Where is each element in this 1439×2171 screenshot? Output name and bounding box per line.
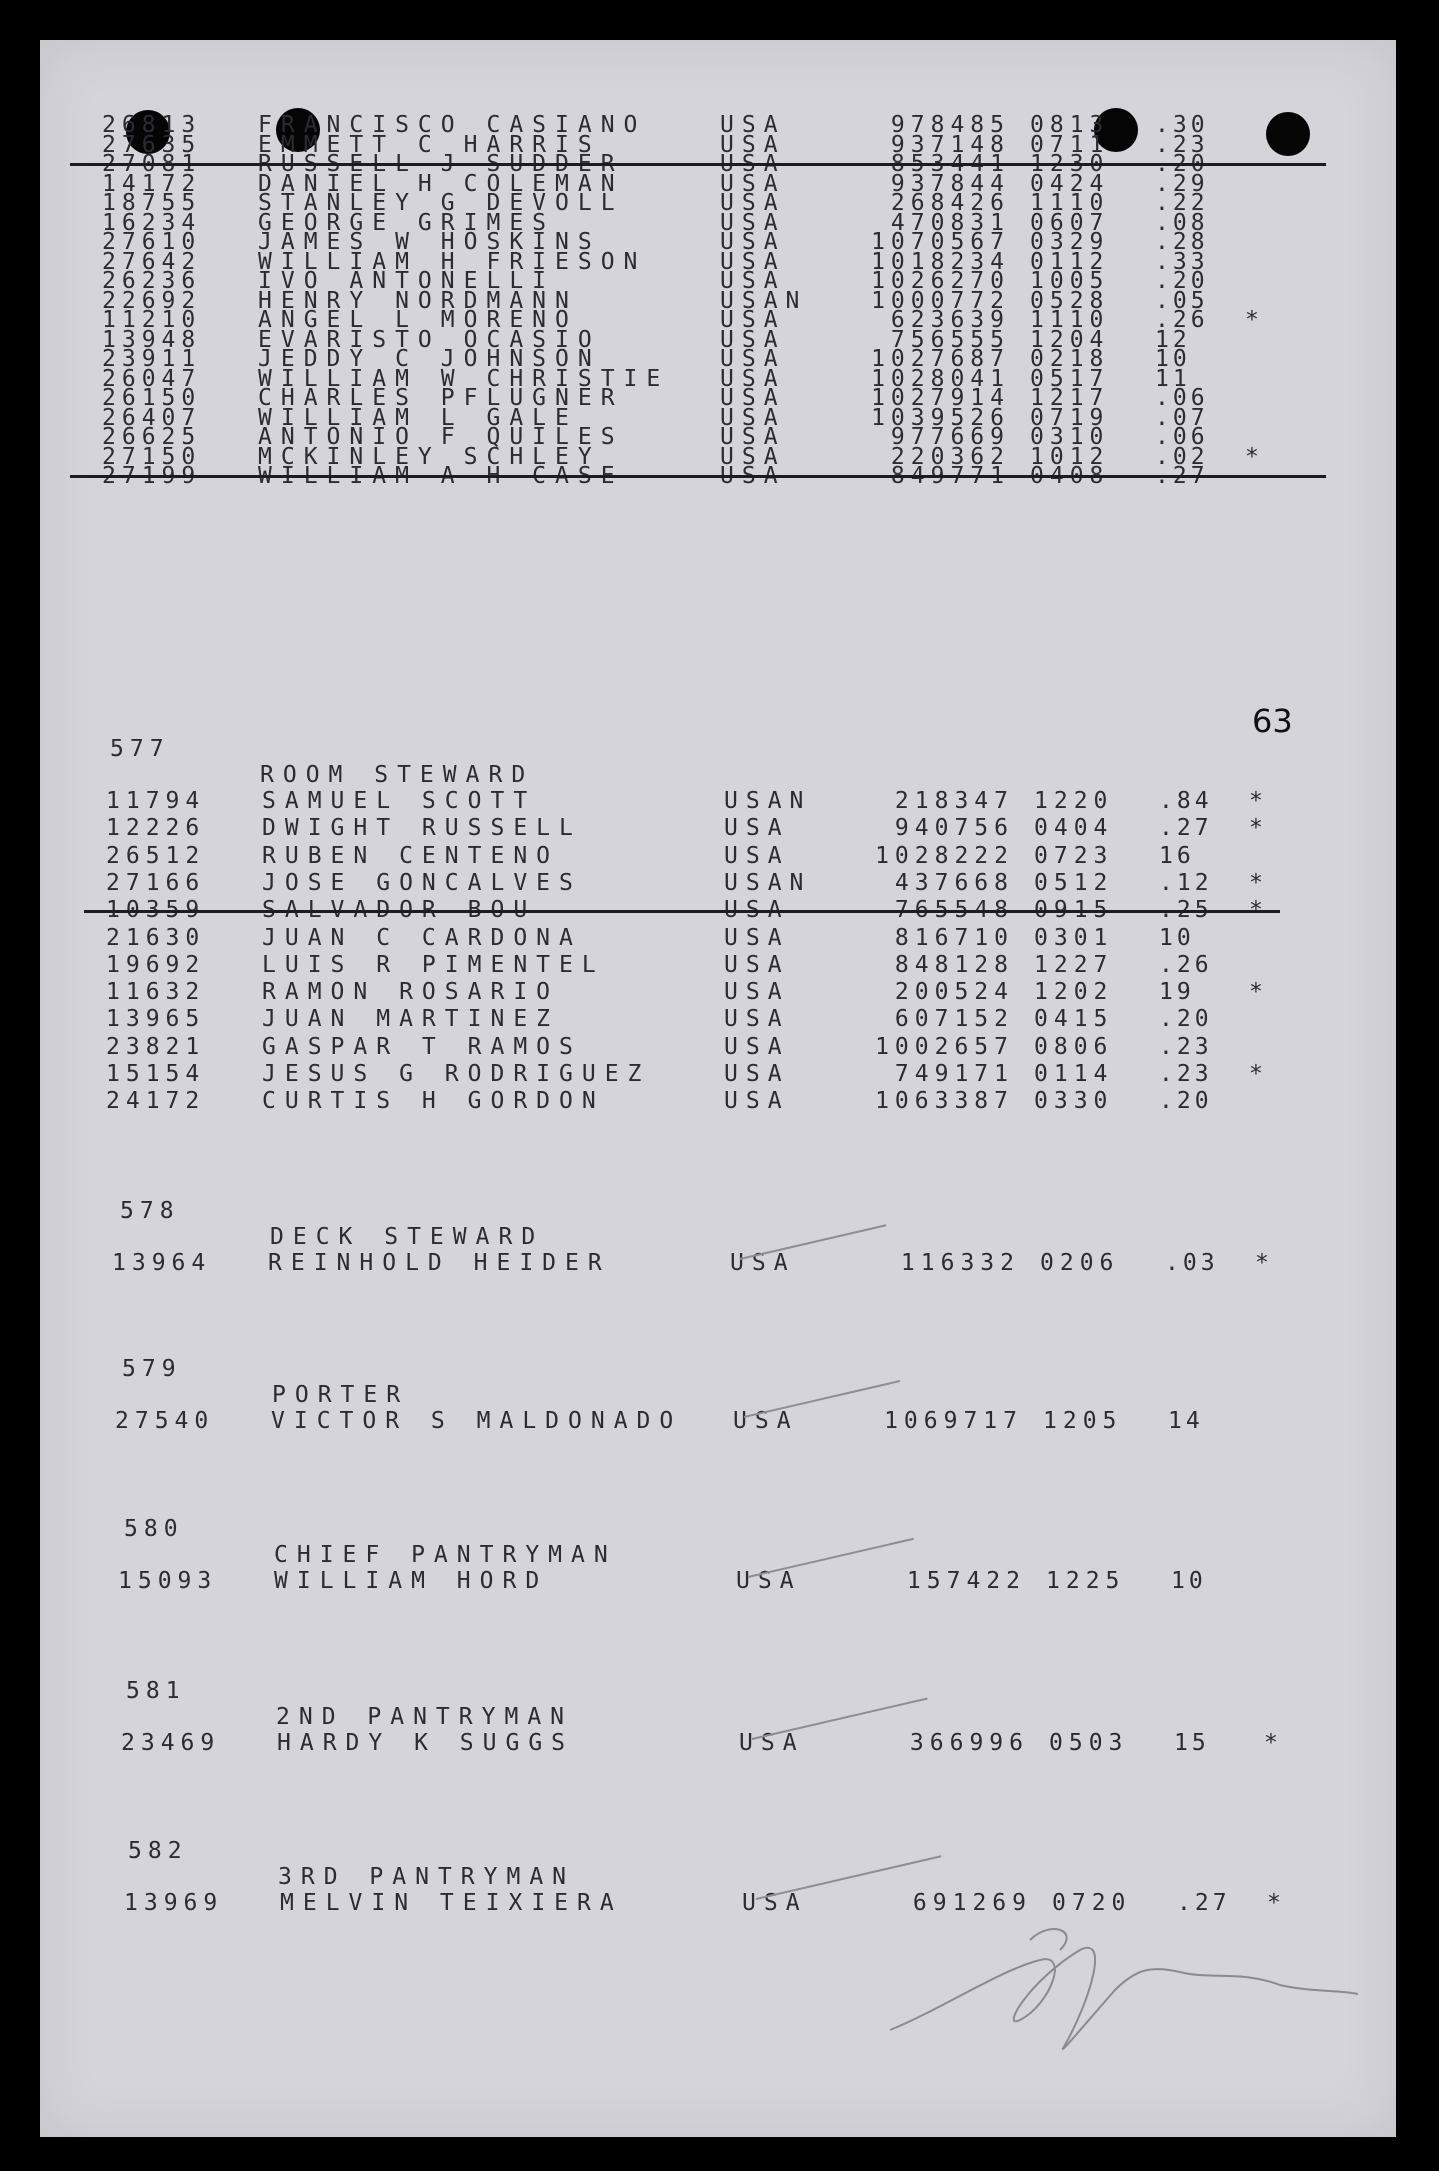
date-code: 0218 [1030, 346, 1110, 372]
crew-id: 15093 [118, 1568, 218, 1594]
asterisk-mark: * [1249, 815, 1263, 842]
crew-id: 15154 [106, 1061, 206, 1087]
document-number: 200524 [894, 979, 1014, 1006]
citizenship: USAN [720, 287, 808, 314]
crew-name: CURTIS H GORDON [262, 1088, 605, 1115]
rate-value: 11 [1155, 365, 1191, 392]
crew-id: 14172 [102, 170, 202, 197]
crew-name: WILLIAM HORD [274, 1568, 549, 1594]
rate-value: .84 [1159, 788, 1213, 814]
section-title: DECK STEWARD [270, 1224, 545, 1250]
rate-value: .08 [1155, 209, 1209, 236]
citizenship: USA [739, 1730, 805, 1756]
crew-name: GEORGE GRIMES [258, 209, 556, 236]
crew-id: 27081 [102, 151, 202, 177]
crew-id: 27540 [115, 1408, 215, 1434]
asterisk-mark: * [1245, 443, 1259, 470]
citizenship: USA [720, 443, 786, 470]
date-code: 0813 [1030, 112, 1110, 138]
date-code: 0719 [1030, 404, 1110, 431]
crew-row [44, 952, 1400, 978]
document-number: 937844 [890, 170, 1010, 197]
rate-value: .02 [1155, 443, 1209, 470]
crew-row [40, 463, 1396, 489]
document-number: 977669 [890, 424, 1010, 450]
crew-name: MCKINLEY SCHLEY [258, 443, 601, 470]
crew-name: EVARISTO OCASIO [258, 326, 601, 353]
document-number: 607152 [894, 1006, 1014, 1033]
date-code: 0806 [1034, 1033, 1114, 1060]
crew-id: 18755 [102, 190, 202, 216]
rate-value: .07 [1155, 404, 1209, 431]
section-title: CHIEF PANTRYMAN [274, 1542, 617, 1568]
crew-row [59, 1730, 1415, 1756]
crew-row [44, 788, 1400, 814]
citizenship: USA [720, 131, 786, 158]
section-code: 579 [122, 1356, 182, 1382]
crew-id: 13965 [106, 1006, 206, 1033]
date-code: 0114 [1034, 1061, 1114, 1087]
rate-value: 16 [1159, 842, 1195, 869]
document-number: 1027914 [871, 385, 1010, 411]
crew-row [56, 1568, 1412, 1594]
section-code: 578 [120, 1198, 180, 1224]
document-number: 470831 [890, 209, 1010, 236]
asterisk-mark: * [1267, 1890, 1281, 1916]
citizenship: USA [724, 1006, 790, 1033]
citizenship: USA [720, 385, 786, 411]
rate-value: .25 [1159, 897, 1213, 924]
date-code: 1230 [1030, 151, 1110, 177]
crew-id: 22692 [102, 287, 202, 314]
crew-name: JEDDY C JOHNSON [258, 346, 601, 372]
crew-row [50, 1250, 1406, 1276]
date-code: 0310 [1030, 424, 1110, 450]
date-code: 0517 [1030, 365, 1110, 392]
document-number: 765548 [894, 897, 1014, 924]
citizenship: USA [720, 404, 786, 431]
crew-id: 12226 [106, 815, 206, 842]
crew-id: 26236 [102, 268, 202, 294]
citizenship: USA [720, 346, 786, 372]
date-code: 1202 [1034, 979, 1114, 1006]
document-number: 220362 [890, 443, 1010, 470]
section-title: ROOM STEWARD [260, 762, 535, 788]
crew-name: WILLIAM H FRIESON [258, 248, 647, 275]
date-code: 1220 [1034, 788, 1114, 814]
date-code: 0607 [1030, 209, 1110, 236]
date-code: 0720 [1052, 1890, 1132, 1916]
crew-name: JESUS G RODRIGUEZ [262, 1061, 651, 1087]
crew-name: LUIS R PIMENTEL [262, 951, 605, 978]
asterisk-mark: * [1245, 307, 1259, 333]
page-number: 63 [1252, 702, 1293, 740]
document-number: 157422 [906, 1568, 1026, 1594]
section-code: 580 [124, 1516, 184, 1542]
rate-value: .26 [1155, 307, 1209, 333]
crew-name: WILLIAM L GALE [258, 404, 578, 431]
document-number: 116332 [900, 1250, 1020, 1276]
date-code: 1005 [1030, 268, 1110, 294]
rate-value: .06 [1155, 385, 1209, 411]
citizenship: USA [724, 1061, 790, 1087]
date-code: 0512 [1034, 869, 1114, 896]
section-code: 581 [126, 1678, 186, 1704]
crew-name: JOSE GONCALVES [262, 869, 582, 896]
rate-value: .26 [1159, 951, 1213, 978]
crew-id: 27150 [102, 443, 202, 470]
crew-id: 10359 [106, 897, 206, 924]
rate-value: .12 [1159, 869, 1213, 896]
crew-name: SAMUEL SCOTT [262, 788, 537, 814]
crew-name: SALVADOR BOU [262, 897, 537, 924]
citizenship: USA [724, 815, 790, 842]
document-number: 756555 [890, 326, 1010, 353]
crew-id: 11210 [102, 307, 202, 333]
crew-row [44, 843, 1400, 869]
document-number: 937148 [890, 131, 1010, 158]
rate-value: .20 [1159, 1006, 1213, 1033]
rate-value: .27 [1155, 463, 1209, 489]
rate-value: 15 [1174, 1730, 1210, 1756]
rate-value: .20 [1155, 268, 1209, 294]
date-code: 0329 [1030, 229, 1110, 255]
document-number: 218347 [894, 788, 1014, 814]
crew-id: 26407 [102, 404, 202, 431]
handwritten-signature [880, 1910, 1360, 2060]
rate-value: .05 [1155, 287, 1209, 314]
date-code: 0206 [1040, 1250, 1120, 1276]
crew-row [44, 897, 1400, 923]
crew-name: CHARLES PFLUGNER [258, 385, 624, 411]
crew-row [44, 1034, 1400, 1060]
crew-id: 13964 [112, 1250, 212, 1276]
citizenship: USA [720, 209, 786, 236]
date-code: 0915 [1034, 897, 1114, 924]
rate-value: .22 [1155, 190, 1209, 216]
rate-value: .23 [1159, 1061, 1213, 1087]
citizenship: USA [720, 326, 786, 353]
document-number: 978485 [890, 112, 1010, 138]
crew-id: 19692 [106, 951, 206, 978]
citizenship: USA [724, 1088, 790, 1115]
section-code: 582 [128, 1838, 188, 1864]
crew-id: 27635 [102, 131, 202, 158]
document-number: 853441 [890, 151, 1010, 177]
crew-name: ANTONIO F QUILES [258, 424, 624, 450]
document-number: 268426 [890, 190, 1010, 216]
crew-id: 23911 [102, 346, 202, 372]
crew-id: 16234 [102, 209, 202, 236]
rate-value: .29 [1155, 170, 1209, 197]
date-code: 1110 [1030, 190, 1110, 216]
citizenship: USA [720, 190, 786, 216]
date-code: 0528 [1030, 287, 1110, 314]
date-code: 0112 [1030, 248, 1110, 275]
rate-value: 10 [1155, 346, 1191, 372]
crew-name: DWIGHT RUSSELL [262, 815, 582, 842]
rate-value: .30 [1155, 112, 1209, 138]
rate-value: .28 [1155, 229, 1209, 255]
crew-id: 26150 [102, 385, 202, 411]
citizenship: USA [724, 924, 790, 951]
crew-id: 27610 [102, 229, 202, 255]
citizenship: USA [720, 307, 786, 333]
crew-row [44, 870, 1400, 896]
rate-value: .20 [1159, 1088, 1213, 1115]
crew-row [44, 1088, 1400, 1114]
asterisk-mark: * [1255, 1250, 1269, 1276]
asterisk-mark: * [1264, 1730, 1278, 1756]
section-title: PORTER [272, 1382, 410, 1408]
crew-id: 27166 [106, 869, 206, 896]
crew-id: 11632 [106, 979, 206, 1006]
date-code: 1227 [1034, 951, 1114, 978]
document-number: 623639 [890, 307, 1010, 333]
citizenship: USA [742, 1890, 808, 1916]
rate-value: .27 [1159, 815, 1213, 842]
date-code: 0330 [1034, 1088, 1114, 1115]
citizenship: USA [724, 897, 790, 924]
citizenship: USA [720, 365, 786, 392]
section-title: 3RD PANTRYMAN [278, 1864, 576, 1890]
asterisk-mark: * [1249, 788, 1263, 814]
date-code: 0711 [1030, 131, 1110, 158]
document-page [40, 40, 1396, 2137]
document-number: 816710 [894, 924, 1014, 951]
citizenship: USA [720, 151, 786, 177]
citizenship: USA [720, 424, 786, 450]
crew-name: ANGEL L MORENO [258, 307, 578, 333]
date-code: 1225 [1046, 1568, 1126, 1594]
crew-id: 26625 [102, 424, 202, 450]
crew-id: 26047 [102, 365, 202, 392]
crew-name: JUAN MARTINEZ [262, 1006, 560, 1033]
date-code: 1217 [1030, 385, 1110, 411]
crew-name: STANLEY G DEVOLL [258, 190, 624, 216]
citizenship: USA [720, 248, 786, 275]
rate-value: 10 [1159, 924, 1195, 951]
citizenship: USA [736, 1568, 802, 1594]
date-code: 0301 [1034, 924, 1114, 951]
document-number: 691269 [912, 1890, 1032, 1916]
citizenship: USAN [724, 788, 812, 814]
rate-value: 10 [1171, 1568, 1207, 1594]
crew-name: RAMON ROSARIO [262, 979, 560, 1006]
crew-name: HENRY NORDMANN [258, 287, 578, 314]
crew-name: JAMES W HOSKINS [258, 229, 601, 255]
rate-value: .23 [1159, 1033, 1213, 1060]
document-number: 848128 [894, 951, 1014, 978]
crew-name: DANIEL H COLEMAN [258, 170, 624, 197]
rate-value: .06 [1155, 424, 1209, 450]
crew-id: 11794 [106, 788, 206, 814]
date-code: 1204 [1030, 326, 1110, 353]
crew-row [53, 1408, 1409, 1434]
crew-name: MELVIN TEIXIERA [280, 1890, 623, 1916]
document-number: 1063387 [875, 1088, 1014, 1115]
crew-row [44, 1006, 1400, 1032]
citizenship: USAN [724, 869, 812, 896]
crew-name: VICTOR S MALDONADO [271, 1408, 683, 1434]
date-code: 0415 [1034, 1006, 1114, 1033]
crew-id: 24172 [106, 1088, 206, 1115]
crew-id: 13969 [124, 1890, 224, 1916]
document-number: 366996 [909, 1730, 1029, 1756]
asterisk-mark: * [1249, 979, 1263, 1006]
document-number: 437668 [894, 869, 1014, 896]
crew-name: GASPAR T RAMOS [262, 1033, 582, 1060]
document-number: 1018234 [871, 248, 1010, 275]
crew-id: 27642 [102, 248, 202, 275]
asterisk-mark: * [1249, 869, 1263, 896]
document-number: 749171 [894, 1061, 1014, 1087]
crew-name: IVO ANTONELLI [258, 268, 556, 294]
document-number: 1000772 [871, 287, 1010, 314]
date-code: 0404 [1034, 815, 1114, 842]
crew-id: 13948 [102, 326, 202, 353]
crew-row [44, 925, 1400, 951]
date-code: 0503 [1049, 1730, 1129, 1756]
crew-row [44, 979, 1400, 1005]
rate-value: 12 [1155, 326, 1191, 353]
crew-name: RUBEN CENTENO [262, 842, 560, 869]
document-number: 1069717 [884, 1408, 1023, 1434]
crew-row [44, 815, 1400, 841]
crew-name: EMMETT C HARRIS [258, 131, 601, 158]
citizenship: USA [720, 463, 786, 489]
rate-value: .03 [1165, 1250, 1219, 1276]
citizenship: USA [720, 170, 786, 197]
citizenship: USA [724, 951, 790, 978]
section-title: 2ND PANTRYMAN [276, 1704, 574, 1730]
date-code: 0424 [1030, 170, 1110, 197]
citizenship: USA [720, 268, 786, 294]
document-number: 940756 [894, 815, 1014, 842]
crew-name: RUSSELL J SUDDER [258, 151, 624, 177]
crew-id: 27199 [102, 463, 202, 489]
asterisk-mark: * [1249, 897, 1263, 924]
crew-name: WILLIAM W CHRISTIE [258, 365, 670, 392]
crew-id: 23469 [121, 1730, 221, 1756]
document-number: 1028041 [871, 365, 1010, 392]
crew-row [44, 1061, 1400, 1087]
rate-value: .33 [1155, 248, 1209, 275]
citizenship: USA [733, 1408, 799, 1434]
crew-id: 26512 [106, 842, 206, 869]
date-code: 0408 [1030, 463, 1110, 489]
citizenship: USA [730, 1250, 796, 1276]
rate-value: .27 [1177, 1890, 1231, 1916]
rate-value: .23 [1155, 131, 1209, 158]
document-number: 849771 [890, 463, 1010, 489]
crew-name: HARDY K SUGGS [277, 1730, 575, 1756]
rate-value: .20 [1155, 151, 1209, 177]
section-code: 577 [110, 736, 170, 762]
citizenship: USA [724, 842, 790, 869]
crew-name: JUAN C CARDONA [262, 924, 582, 951]
date-code: 1012 [1030, 443, 1110, 470]
asterisk-mark: * [1249, 1061, 1263, 1087]
crew-id: 23821 [106, 1033, 206, 1060]
citizenship: USA [724, 1033, 790, 1060]
document-number: 1039526 [871, 404, 1010, 431]
date-code: 1205 [1043, 1408, 1123, 1434]
rate-value: 14 [1168, 1408, 1204, 1434]
document-number: 1027687 [871, 346, 1010, 372]
crew-name: WILLIAM A H CASE [258, 463, 624, 489]
citizenship: USA [724, 979, 790, 1006]
document-number: 1028222 [875, 842, 1014, 869]
crew-name: REINHOLD HEIDER [268, 1250, 611, 1276]
document-number: 1070567 [871, 229, 1010, 255]
date-code: 1110 [1030, 307, 1110, 333]
citizenship: USA [720, 229, 786, 255]
crew-name: FRANCISCO CASIANO [258, 112, 647, 138]
date-code: 0723 [1034, 842, 1114, 869]
crew-id: 26813 [102, 112, 202, 138]
document-number: 1026270 [871, 268, 1010, 294]
rate-value: 19 [1159, 979, 1195, 1006]
document-number: 1002657 [875, 1033, 1014, 1060]
citizenship: USA [720, 112, 786, 138]
crew-id: 21630 [106, 924, 206, 951]
